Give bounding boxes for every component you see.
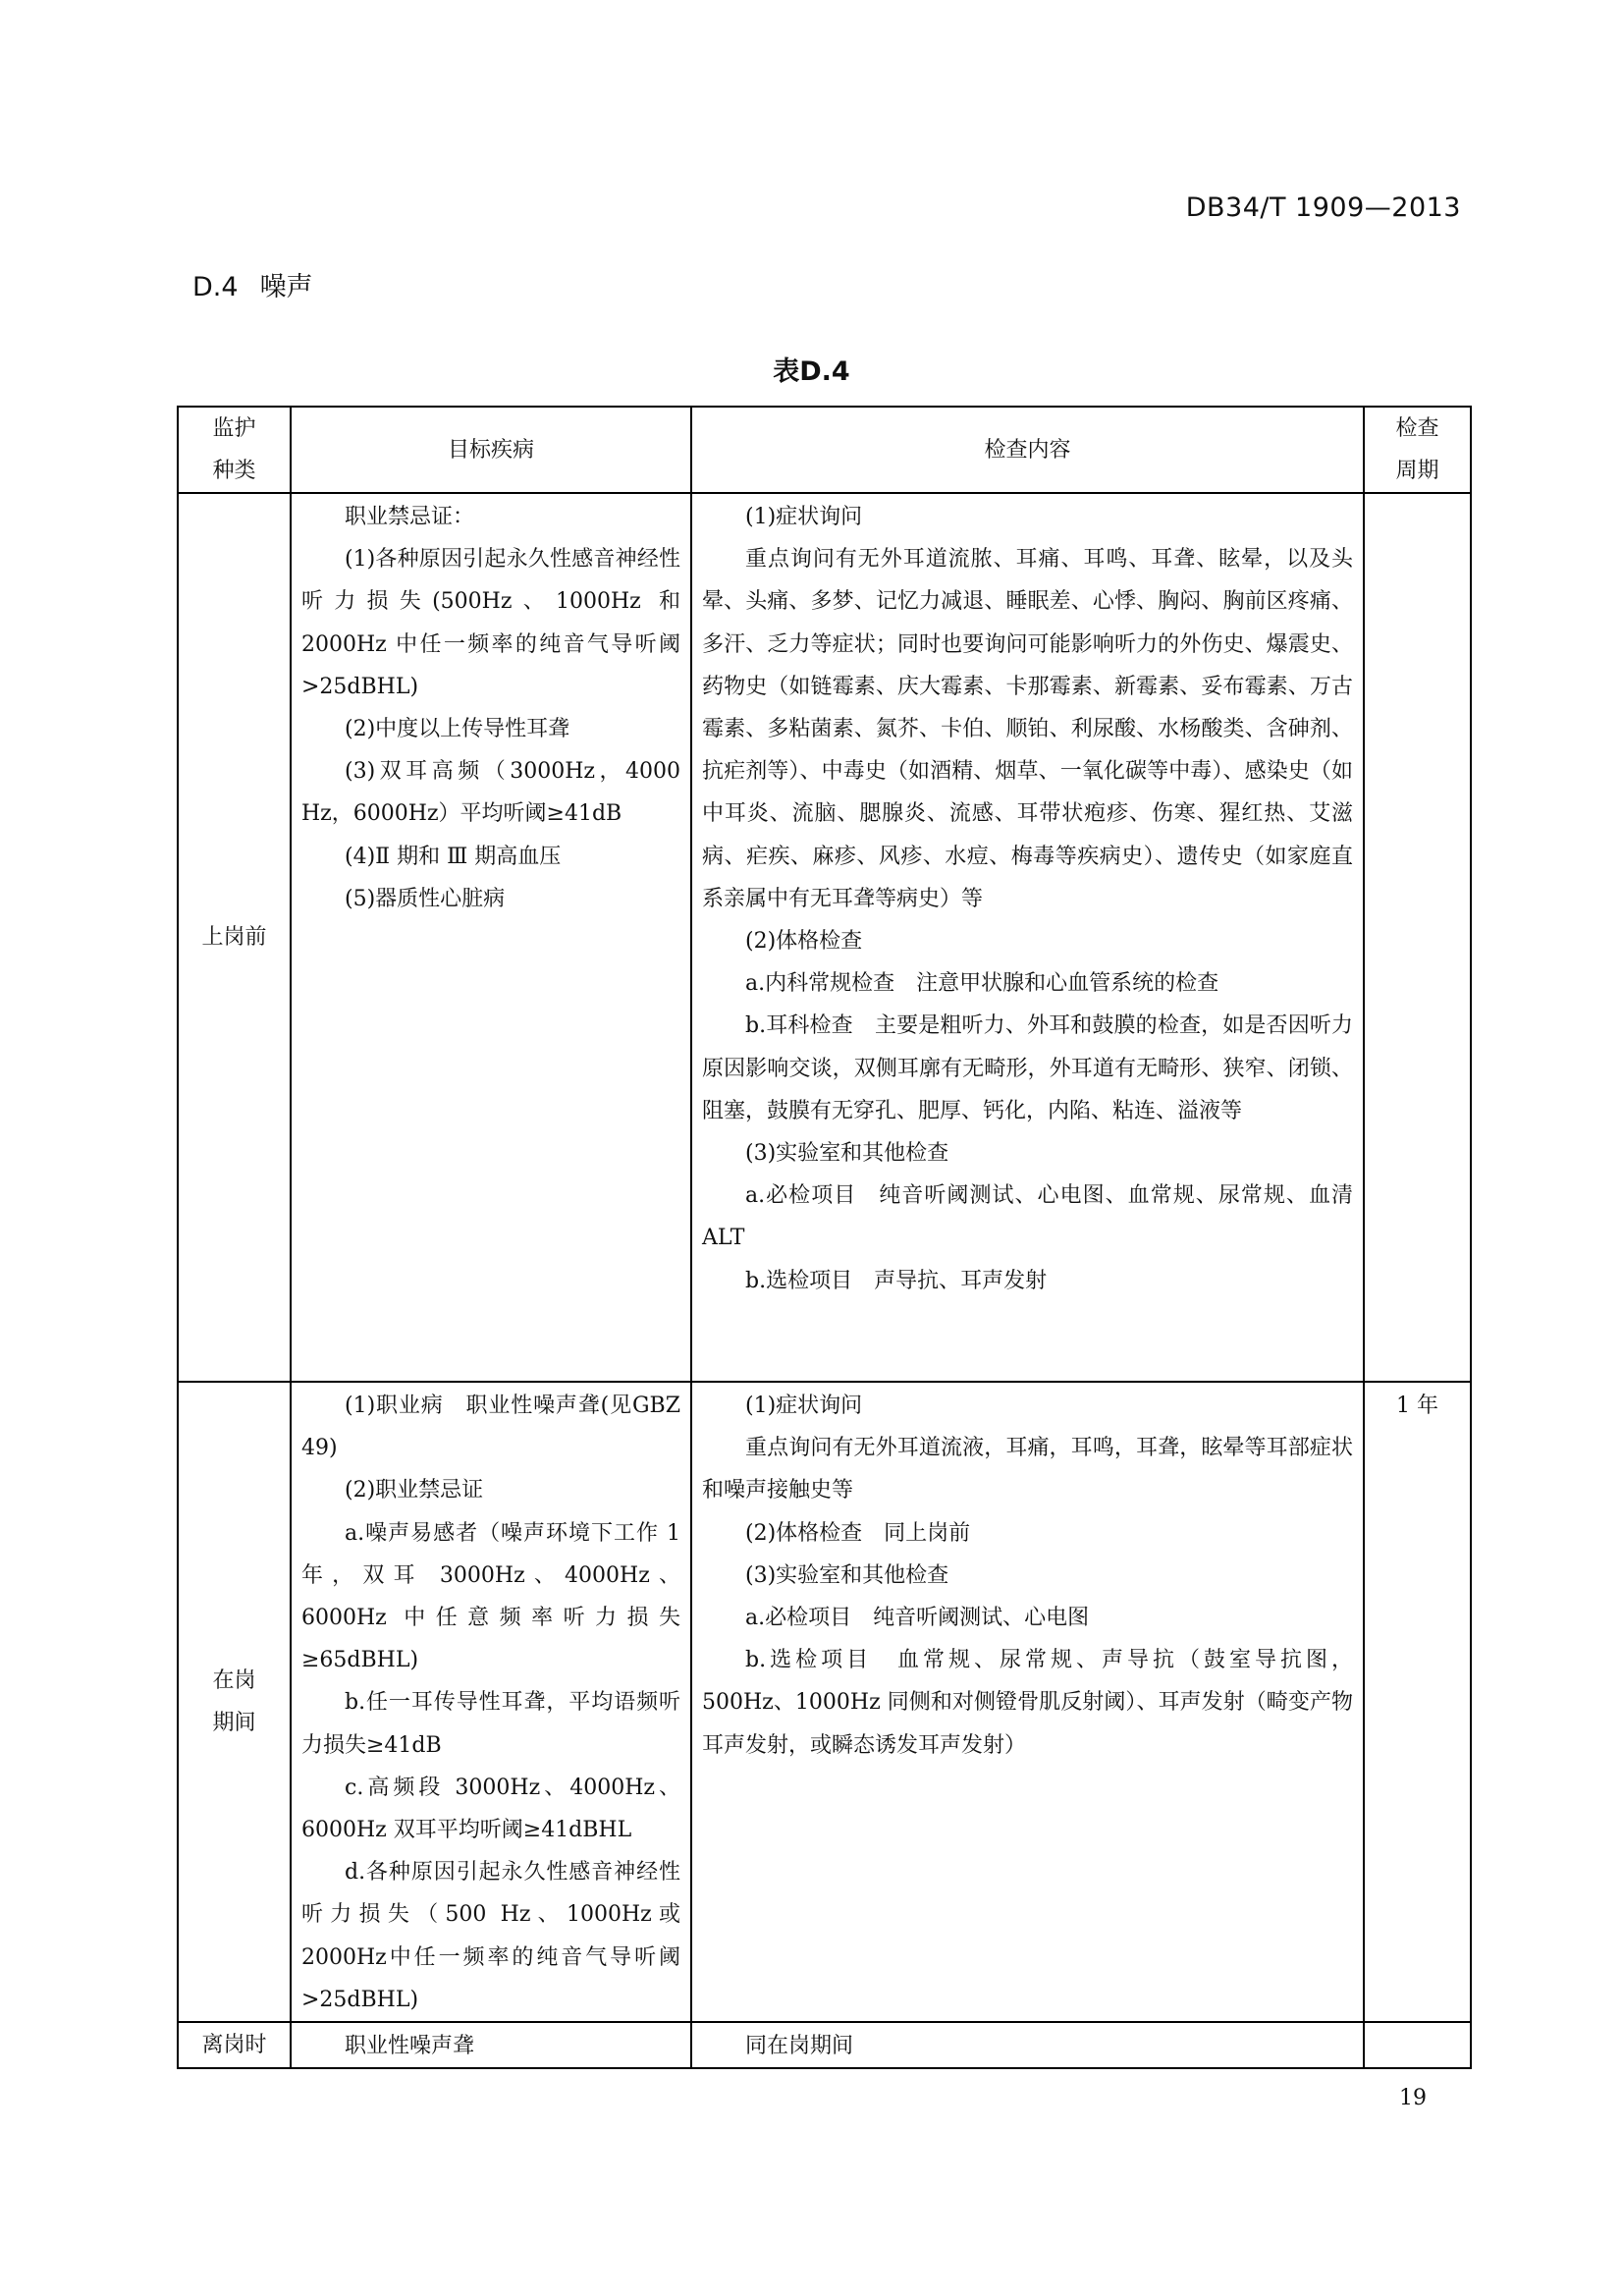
- disease-line: b.任一耳传导性耳聋，平均语频听力损失≥41dB: [301, 1690, 680, 1758]
- content-line: 重点询问有无外耳道流液，耳痛，耳鸣，耳聋，眩晕等耳部症状和噪声接触史等: [702, 1436, 1353, 1503]
- table-row: [178, 2022, 1471, 2068]
- disease-line: (4)Ⅱ 期和 Ⅲ 期高血压: [345, 844, 562, 869]
- header-period: [1364, 407, 1471, 493]
- noise-surveillance-table: [177, 406, 1472, 2069]
- content-line: 重点询问有无外耳道流脓、耳痛、耳鸣、耳聋、眩晕，以及头晕、头痛、多梦、记忆力减退、睡眠差、心悸、胸闷、胸前区疼痛、多汗、乏力等症状；同时也要询问可能影响听力的外伤史、爆震史、药物史（如链霉素、庆大霉素、卡那霉素、新霉素、妥布霉素、万古霉素、多粘菌素、氮芥、卡伯、顺铂、利尿酸、水杨酸类、含砷剂、抗疟剂等）、中毒史（如酒精、烟草、一氧化碳等中毒）、感染史（如中耳炎、流脑、腮腺炎、流感、耳带状疱疹、伤寒、猩红热、艾滋病、疟疾、麻疹、风疹、水痘、梅毒等疾病史）、遗传史（如家庭直系亲属中有无耳聋等病史）等: [702, 547, 1353, 911]
- header-category-line1: 监护: [212, 416, 256, 441]
- section-heading: [192, 265, 313, 303]
- content-line: b.选检项目 声导抗、耳声发射: [745, 1268, 1048, 1293]
- header-period-line2: 周期: [1395, 459, 1439, 483]
- disease-line: (1)职业病 职业性噪声聋(见GBZ 49): [301, 1394, 680, 1461]
- content-line: b.选检项目 血常规、尿常规、声导抗（鼓室导抗图，500Hz、1000Hz 同侧和对侧镫骨肌反射阈）、耳声发射（畸变产物耳声发射，或瞬态诱发耳声发射）: [702, 1648, 1353, 1758]
- disease-line: (2)中度以上传导性耳聋: [345, 717, 570, 742]
- disease-line: (5)器质性心脏病: [345, 886, 506, 911]
- content-line: (1)症状询问: [745, 1394, 863, 1418]
- table-row: [178, 493, 1471, 1382]
- header-category: [178, 407, 291, 493]
- page-number: 19: [1399, 2086, 1427, 2110]
- row-content: [691, 2022, 1364, 2068]
- content-line: (1)症状询问: [745, 505, 863, 529]
- content-line: a.内科常规检查 注意甲状腺和心血管系统的检查: [745, 971, 1219, 997]
- row-disease: [291, 1382, 691, 2022]
- section-title: 噪声: [259, 272, 313, 302]
- row-period: [1364, 493, 1471, 1382]
- content-line: (2)体格检查 同上岗前: [745, 1520, 971, 1546]
- table-row: [178, 1382, 1471, 2022]
- header-disease: 目标疾病: [291, 407, 691, 493]
- disease-line: (2)职业禁忌证: [345, 1478, 484, 1503]
- row-content: [691, 1382, 1364, 2022]
- content-line: b.耳科检查 主要是粗听力、外耳和鼓膜的检查，如是否因听力原因影响交谈，双侧耳廓有无畸形，外耳道有无畸形、狭窄、闭锁、阻塞，鼓膜有无穿孔、肥厚、钙化，内陷、粘连、溢液等: [702, 1013, 1353, 1123]
- disease-line: (1)各种原因引起永久性感音神经性听力损失(500Hz、1000Hz 和2000Hz 中任一频率的纯音气导听阈>25dBHL): [301, 547, 680, 699]
- row-disease: [291, 493, 691, 1382]
- header-content: 检查内容: [691, 407, 1364, 493]
- header-period-line1: 检查: [1395, 416, 1439, 441]
- disease-line: (3)双耳高频（3000Hz，4000 Hz，6000Hz）平均听阈≥41dB: [301, 759, 680, 827]
- row-disease: [291, 2022, 691, 2068]
- content-line: a.必检项目 纯音听阈测试、心电图: [745, 1606, 1090, 1631]
- disease-line: d.各种原因引起永久性感音神经性听力损失（500 Hz、1000Hz或2000Hz中任一频率的纯音气导听阈>25dBHL): [301, 1860, 680, 2012]
- period-value: 1 年: [1396, 1394, 1438, 1418]
- row-category-line2: 期间: [212, 1711, 256, 1736]
- table-header-row: [178, 407, 1471, 493]
- disease-line: 职业禁忌证：: [345, 505, 475, 529]
- disease-line: a.噪声易感者（噪声环境下工作 1年，双耳 3000Hz、4000Hz、6000Hz 中任意频率听力损失≥65dBHL): [301, 1520, 680, 1673]
- row-category-line1: 在岗: [212, 1667, 256, 1693]
- section-number: D.4: [192, 272, 239, 302]
- row-category: 离岗时: [178, 2022, 291, 2068]
- content-line: (3)实验室和其他检查: [745, 1141, 949, 1167]
- disease-line: c.高频段 3000Hz、4000Hz、6000Hz 双耳平均听阈≥41dBHL: [301, 1775, 680, 1843]
- content-line: a.必检项目 纯音听阈测试、心电图、血常规、尿常规、血清ALT: [702, 1183, 1353, 1251]
- row-category: 上岗前: [178, 493, 291, 1382]
- content-line: (2)体格检查: [745, 929, 863, 955]
- row-category: [178, 1382, 291, 2022]
- table-caption: 表D.4: [773, 356, 850, 387]
- disease-line: 职业性噪声聋: [345, 2034, 475, 2059]
- row-period: [1364, 2022, 1471, 2068]
- header-category-line2: 种类: [212, 459, 256, 483]
- row-period: [1364, 1382, 1471, 2022]
- row-content: [691, 493, 1364, 1382]
- document-code: DB34/T 1909—2013: [1185, 192, 1461, 223]
- content-line: 同在岗期间: [745, 2034, 854, 2059]
- content-line: (3)实验室和其他检查: [745, 1562, 949, 1588]
